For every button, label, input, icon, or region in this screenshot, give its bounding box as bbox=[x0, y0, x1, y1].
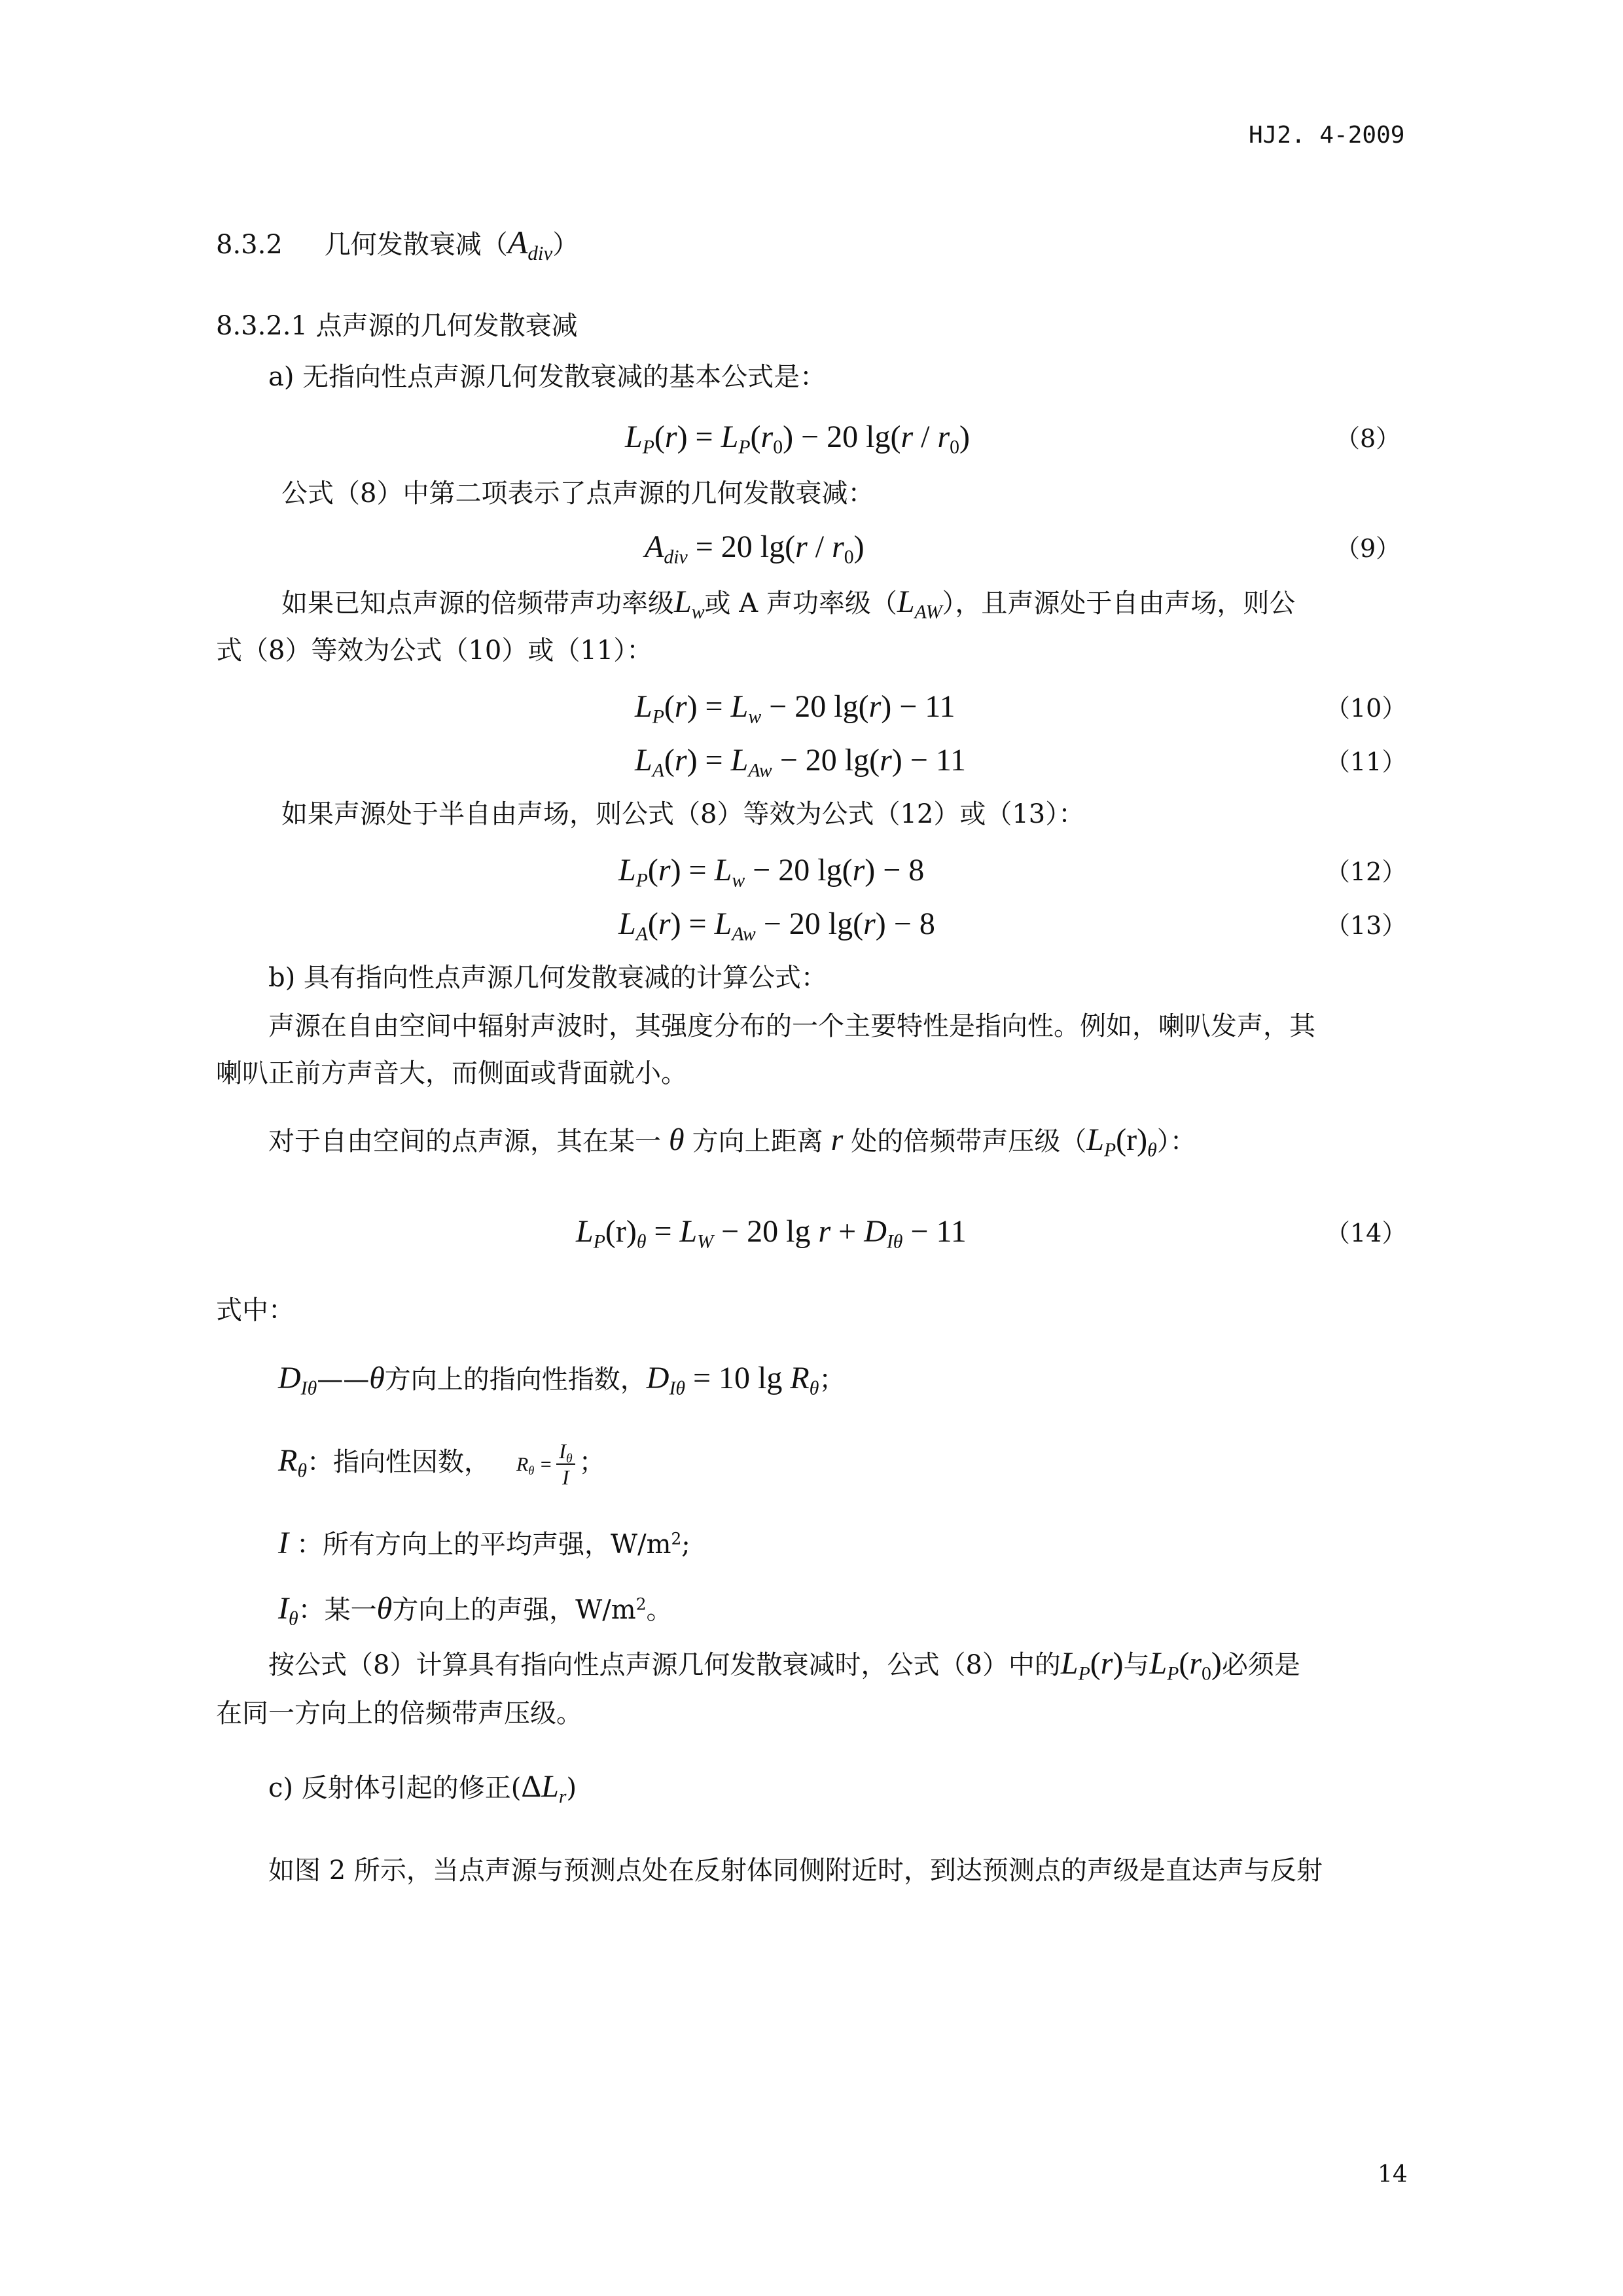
known-text-3: ），且声源处于自由声场，则公 bbox=[942, 588, 1296, 619]
known-text-2: 或 A 声功率级（ bbox=[704, 588, 897, 619]
def-i-text: ：所有方向上的平均声强，W/m bbox=[296, 1530, 671, 1560]
point-text-4: ）： bbox=[1156, 1126, 1196, 1157]
unit-exponent: 2 bbox=[671, 1529, 682, 1549]
unit-exponent-2: 2 bbox=[635, 1594, 647, 1614]
symbol-theta-3: θ bbox=[376, 1591, 393, 1626]
calc-text-2: 与 bbox=[1123, 1650, 1150, 1680]
symbol-i: I bbox=[278, 1526, 296, 1560]
symbol-lp-r-theta: $L_P(r)_\theta$ bbox=[1086, 1122, 1157, 1161]
c-text-2: ) bbox=[566, 1773, 577, 1803]
section-title: 几何发散衰减（ bbox=[324, 230, 508, 260]
def-di-text: 方向上的指向性指数， bbox=[384, 1365, 647, 1395]
equation-number-13: （13） bbox=[1325, 911, 1407, 940]
equation-number-10: （10） bbox=[1325, 694, 1407, 723]
section-number: 8.3.2 bbox=[216, 230, 283, 260]
em-dash: —— bbox=[317, 1365, 370, 1395]
fraction-i-theta-over-i: $\frac{I_\theta}{I}$ bbox=[556, 1439, 575, 1490]
equation-14: $L_P(r)_\theta = L_W - 20$ $\lg r + D_{I\theta} - 11$ bbox=[576, 1214, 967, 1253]
symbol-d-itheta: $D_{I\theta}$ bbox=[278, 1361, 317, 1399]
point-text-3: 处的倍频带声压级（ bbox=[851, 1126, 1087, 1157]
equation-10: $L_P(r) = L_w - 20$ lg(r) − 11 bbox=[635, 689, 955, 728]
definition-directivity-index bbox=[278, 1359, 845, 1398]
item-a-intro: a) 无指向性点声源几何发散衰减的基本公式是： bbox=[268, 362, 827, 392]
figure-2-paragraph: 如图 2 所示，当点声源与预测点处在反射体同侧附近时，到达预测点的声级是直达声与反射 bbox=[268, 1856, 1323, 1886]
calc-text-1: 按公式（8）计算具有指向性点声源几何发散衰减时，公式（8）中的 bbox=[268, 1650, 1061, 1680]
equation-13: $L_A(r) = L_{Aw} - 20$ lg(r) − 8 bbox=[618, 906, 935, 945]
heading-close-paren: ） bbox=[552, 230, 579, 260]
formula-d-itheta: $D_{I\theta} = 10$ $\lg R_\theta$ bbox=[646, 1361, 819, 1399]
item-c-intro bbox=[268, 1767, 577, 1806]
definition-directivity-factor bbox=[278, 1439, 605, 1490]
symbol-law: $L_{AW}$ bbox=[897, 584, 942, 623]
def-itheta-end: 。 bbox=[646, 1595, 673, 1625]
directivity-paragraph-line1: 声源在自由空间中辐射声波时，其强度分布的一个主要特性是指向性。例如，喇叭发声，其 bbox=[268, 1011, 1315, 1041]
page-number: 14 bbox=[1378, 2161, 1408, 2188]
equation-11: $L_A(r) = L_{Aw} - 20$ lg(r) − 11 bbox=[635, 743, 967, 781]
known-power-level-line1 bbox=[281, 583, 1295, 622]
equation-8: $L_P(r) = L_P(r_0) - 20$ $\lg(r / r_0)$ bbox=[625, 420, 971, 458]
symbol-i-theta: $I_\theta$ bbox=[278, 1591, 298, 1630]
point-source-paragraph bbox=[268, 1121, 1196, 1160]
equation-number-8: （8） bbox=[1335, 424, 1401, 453]
def-di-end: ； bbox=[819, 1365, 846, 1395]
known-text-1: 如果已知点声源的倍频带声功率级 bbox=[281, 588, 674, 619]
symbol-lw: $L_w$ bbox=[674, 584, 705, 623]
definition-mean-intensity bbox=[278, 1524, 690, 1563]
where-label: 式中： bbox=[216, 1295, 294, 1325]
point-text-2: 方向上距离 bbox=[692, 1126, 823, 1157]
def-itheta-text-2: 方向上的声强，W/m bbox=[392, 1595, 636, 1625]
definition-directional-intensity bbox=[278, 1589, 673, 1628]
equation-12: $L_P(r) = L_w - 20$ lg(r) − 8 bbox=[618, 853, 925, 891]
eq8-second-term-text: 公式（8）中第二项表示了点声源的几何发散衰减： bbox=[281, 478, 874, 509]
c-text-1: c) 反射体引起的修正( bbox=[268, 1773, 522, 1803]
section-8-3-2-1-heading: 8.3.2.1 点声源的几何发散衰减 bbox=[216, 311, 578, 341]
equation-number-9: （9） bbox=[1335, 534, 1401, 563]
def-r-text: ：指向性因数， bbox=[306, 1447, 490, 1477]
symbol-lp-r0: $L_P(r_0)$ bbox=[1149, 1646, 1222, 1685]
calculation-paragraph-line2: 在同一方向上的倍频带声压级。 bbox=[216, 1698, 582, 1729]
point-text-1: 对于自由空间的点声源，其在某一 bbox=[268, 1126, 661, 1157]
symbol-delta-lr: $\Delta L_r$ bbox=[521, 1769, 567, 1808]
formula-r-theta: $R_\theta$ = bbox=[516, 1454, 553, 1478]
item-b-intro: b) 具有指向性点声源几何发散衰减的计算公式： bbox=[268, 963, 827, 993]
def-r-end: ； bbox=[579, 1447, 605, 1477]
symbol-lp-r: $L_P(r)$ bbox=[1060, 1646, 1124, 1685]
directivity-paragraph-line2: 喇叭正前方声音大，而侧面或背面就小。 bbox=[216, 1058, 687, 1088]
symbol-theta: θ bbox=[661, 1122, 692, 1157]
def-i-end: ; bbox=[681, 1530, 690, 1560]
half-free-field-text: 如果声源处于半自由声场，则公式（8）等效为公式（12）或（13）： bbox=[281, 799, 1085, 829]
section-8-3-2-heading bbox=[216, 223, 579, 263]
standard-code: HJ2. 4-2009 bbox=[1249, 122, 1405, 149]
equation-number-12: （12） bbox=[1325, 857, 1407, 886]
def-itheta-text-1: ：某一 bbox=[298, 1595, 377, 1625]
symbol-r: r bbox=[823, 1122, 851, 1157]
calculation-paragraph-line1 bbox=[268, 1644, 1300, 1683]
calc-text-3: 必须是 bbox=[1221, 1650, 1300, 1680]
known-power-level-line2: 式（8）等效为公式（10）或（11）： bbox=[216, 636, 653, 666]
equation-number-11: （11） bbox=[1325, 747, 1407, 776]
symbol-a-div: $A_{div}$ bbox=[507, 224, 553, 264]
symbol-r-theta: $R_\theta$ bbox=[278, 1443, 307, 1482]
equation-number-14: （14） bbox=[1325, 1219, 1407, 1247]
symbol-theta-2: θ bbox=[369, 1361, 385, 1395]
equation-9: $A_{div} = 20$ $\lg(r / r_0)$ bbox=[645, 529, 865, 568]
